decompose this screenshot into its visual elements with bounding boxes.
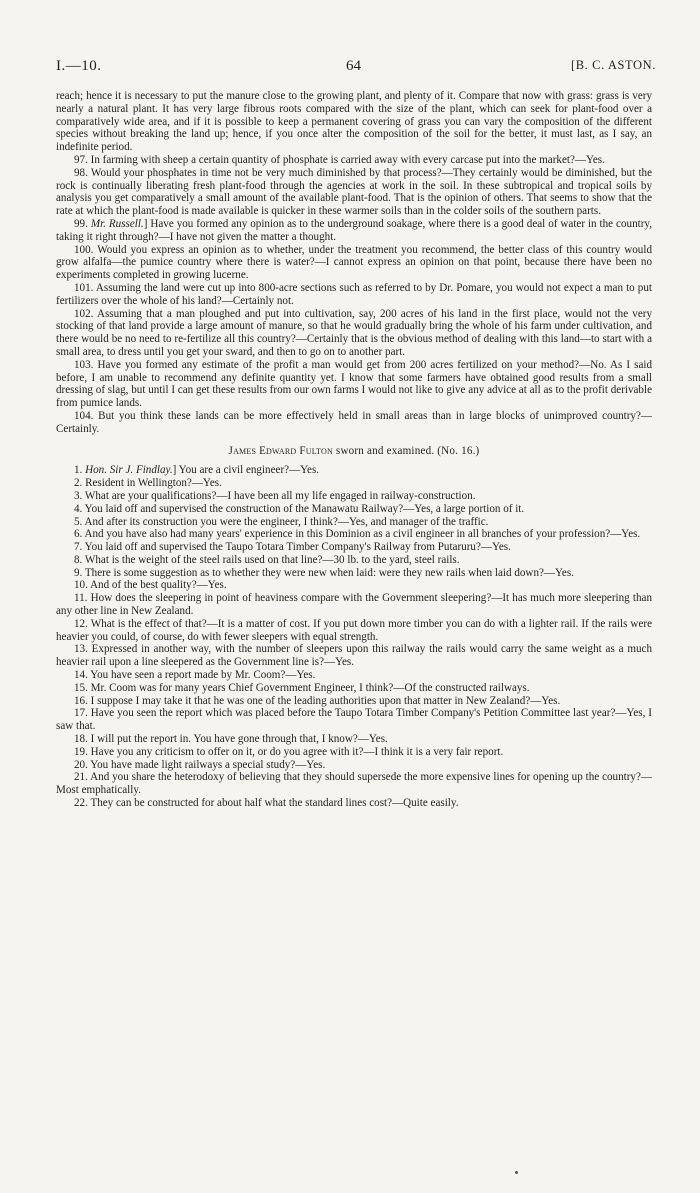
question-6: 6. And you have also had many years' experience in this Dominion as a civil engineer in all branches of your profession?—Yes.: [74, 528, 641, 541]
question-2: 2. Resident in Wellington?—Yes.: [74, 477, 222, 490]
question-10: 10. And of the best quality?—Yes.: [74, 579, 227, 592]
question-15: 15. Mr. Coom was for many years Chief Government Engineer, I think?—Of the constructed railways.: [74, 681, 530, 694]
speaker-name: Mr. Russell.: [90, 217, 144, 230]
question-text: ] Have you formed any opinion as to the underground soakage, where there is a good deal of water in the country, taking it right through?—I have not given the matter a thought.: [56, 217, 652, 243]
question-1: [56, 464, 652, 477]
question-102: 102. Assuming that a man ploughed and put into cultivation, say, 200 acres of his land in the first place, would not the very stocking of that land provide a large amount of manure, so that he would gradually bring the whole of his farm under cultivation, and there would be no need to re-fertilize all this country?—Certainly that is the obvious method of dealing with this land—to start with a small area, to dress until you get your sward, and then to go on to another part.: [56, 307, 652, 358]
question-14: 14. You have seen a report made by Mr. Coom?—Yes.: [74, 669, 316, 682]
question-text: ] You are a civil engineer?—Yes.: [172, 464, 320, 477]
question-20: 20. You have made light railways a special study?—Yes.: [74, 758, 326, 771]
page-number: 64: [346, 58, 361, 74]
question-number: 1.: [74, 464, 83, 477]
question-18: 18. I will put the report in. You have gone through that, I know?—Yes.: [74, 733, 388, 746]
witness-name: James Edward Fulton: [228, 444, 333, 457]
page-header: [56, 58, 656, 78]
question-16: 16. I suppose I may take it that he was one of the leading authorities upon that matter in New Zealand?—Yes.: [74, 694, 561, 707]
question-11: 11. How does the sleepering in point of heaviness compare with the Government sleepering?—It has much more sleepering than any other line in New Zealand.: [56, 592, 652, 618]
question-22: 22. They can be constructed for about half what the standard lines cost?—Quite easily.: [74, 797, 459, 810]
document-body: [56, 90, 652, 810]
question-3: 3. What are your qualifications?—I have been all my life engaged in railway-construction.: [74, 489, 476, 502]
question-97: 97. In farming with sheep a certain quantity of phosphate is carried away with every carcase put into the market?—Yes.: [74, 153, 605, 166]
speaker-name: Hon. Sir J. Findlay.: [85, 464, 173, 477]
ink-speck: [515, 1171, 518, 1174]
paragraph-continued: reach; hence it is necessary to put the manure close to the growing plant, and plenty of it. Compare that now with grass: grass is very nearly a natural plant. It has very large fibrous roots compared with the size of the plant, which can seek for plant-food over a comparatively wide area, and if it is possible to keep a permanent covering of grass you can vary the composition of the different species without breaking the land up; hence, if you once alter the composition of the soil for the better, it must last, as I say, an indefinite period.: [56, 90, 652, 154]
question-5: 5. And after its construction you were the engineer, I think?—Yes, and manager of the traffic.: [74, 515, 489, 528]
question-number: 99.: [74, 217, 88, 230]
question-4: 4. You laid off and supervised the construction of the Manawatu Railway?—Yes, a large portion of it.: [74, 502, 525, 515]
question-13: 13. Expressed in another way, with the number of sleepers upon this railway the rails would carry the same weight as a much heavier rail upon a line sleepered as the Government line is?—Yes.: [56, 643, 652, 669]
witness-heading-text: sworn and examined. (No. 16.): [332, 444, 480, 457]
witness-heading: [56, 445, 652, 458]
question-100: 100. Would you express an opinion as to whether, under the treatment you recommend, the better class of this country would grow alfalfa—the pumice country where there is water?—I cannot express an opinion on that point, because there have been no experiments completed in growing lucerne.: [56, 243, 652, 282]
question-12: 12. What is the effect of that?—It is a matter of cost. If you put down more timber you can do with a lighter rail. If the rails were heavier you could, of course, do with fewer sleepers with equal strength.: [56, 617, 652, 643]
question-21: 21. And you share the heterodoxy of believing that they should supersede the more expensive lines for opening up the country?—Most emphatically.: [56, 771, 652, 797]
witness-name-header: [B. C. ASTON.: [570, 58, 656, 72]
question-98: 98. Would your phosphates in time not be very much diminished by that process?—They certainly would be diminished, but the rock is continually liberating fresh plant-food through the agencies at work in the soil. In these subtropical and tropical soils by analysis you get comparatively a small amount of the available plant-food. That is the opinion of others. That seems to show that the rate at which the plant-food is made available is quicker in these warmer soils than in the colder soils of the southern parts.: [56, 166, 652, 218]
question-7: 7. You laid off and supervised the Taupo Totara Timber Company's Railway from Putaruru?—Yes.: [74, 541, 511, 554]
question-103: 103. Have you formed any estimate of the profit a man would get from 200 acres fertilized on your method?—No. As I said before, I am unable to recommend any definite quantity yet. I know that some farmers have obtained good results from a small dressing of slag, but until I can get these results from our own farms I would not like to give any advice at all as to the profit derivable from pumice lands.: [56, 358, 652, 410]
question-8: 8. What is the weight of the steel rails used on that line?—30 lb. to the yard, steel rails.: [74, 553, 460, 566]
question-17: 17. Have you seen the report which was placed before the Taupo Totara Timber Company's Petition Committee last year?—Yes, I saw that.: [56, 707, 652, 733]
question-99: [56, 218, 652, 244]
question-19: 19. Have you any criticism to offer on it, or do you agree with it?—I think it is a very fair report.: [74, 745, 504, 758]
question-9: 9. There is some suggestion as to whether they were new when laid: were they new rails when laid down?—Yes.: [74, 566, 574, 579]
question-101: 101. Assuming the land were cut up into 800-acre sections such as referred to by Dr. Pomare, you would not expect a man to put fertilizers over the whole of his land?—Certainly not.: [56, 281, 652, 307]
paper-reference: I.—10.: [56, 58, 102, 74]
question-104: 104. But you think these lands can be more effectively held in small areas than in large blocks of unimproved country?—Certainly.: [56, 409, 652, 435]
